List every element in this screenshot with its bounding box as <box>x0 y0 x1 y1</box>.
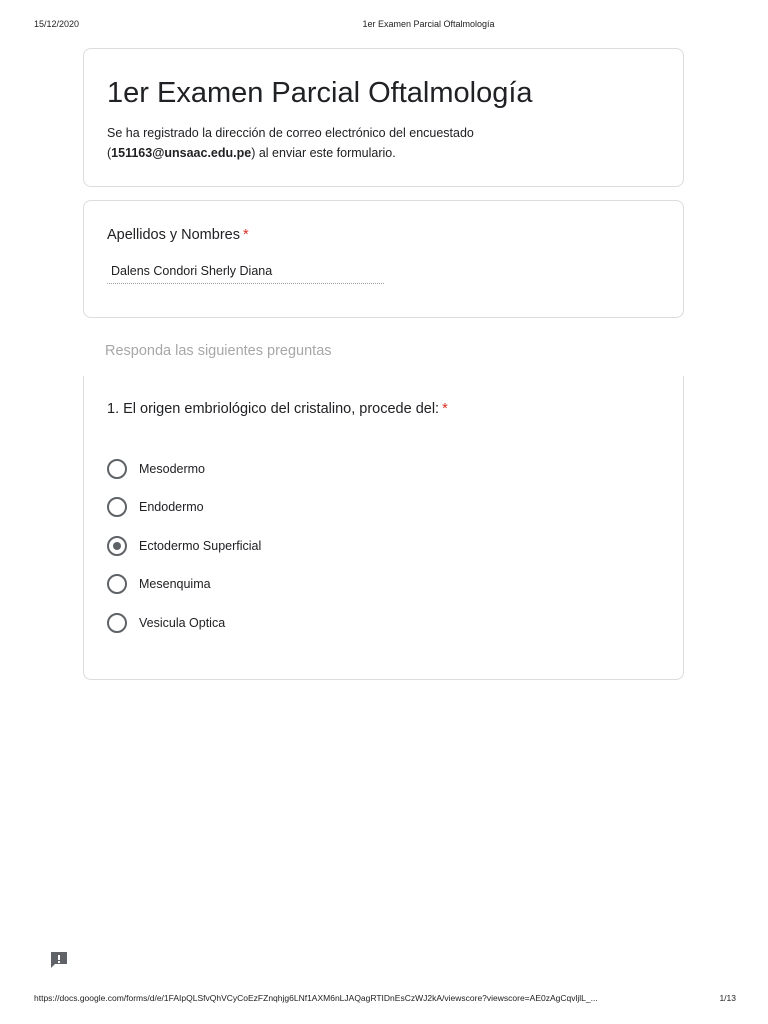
required-marker: * <box>242 227 249 243</box>
radio-button[interactable] <box>107 497 127 517</box>
section-header: Responda las siguientes preguntas <box>105 343 332 359</box>
form-title: 1er Examen Parcial Oftalmología <box>107 77 533 109</box>
option-endodermo[interactable] <box>107 498 261 517</box>
option-label: Endodermo <box>139 500 204 514</box>
radio-button[interactable] <box>107 574 127 594</box>
option-label: Mesodermo <box>139 461 205 476</box>
feedback-icon[interactable] <box>49 950 69 970</box>
radio-button[interactable] <box>107 613 127 633</box>
name-question-label: Apellidos y Nombres <box>107 227 240 243</box>
print-date: 15/12/2020 <box>34 19 80 29</box>
option-mesenquima[interactable] <box>107 575 261 594</box>
radio-button[interactable] <box>107 459 127 479</box>
print-footer <box>0 993 768 1005</box>
email-note-prefix: Se ha registrado la dirección de correo electrónico del encuestado ( <box>107 126 474 160</box>
page-number: 1/13 <box>719 993 736 1003</box>
option-mesodermo[interactable] <box>107 459 261 478</box>
option-label: Vesicula Optica <box>139 615 226 630</box>
print-header <box>0 19 768 31</box>
name-answer-field[interactable]: Dalens Condori Sherly Diana <box>107 263 384 284</box>
option-ectodermo-superficial[interactable] <box>107 536 261 555</box>
name-question-card <box>83 200 684 318</box>
radio-button[interactable] <box>107 536 127 556</box>
print-title: 1er Examen Parcial Oftalmología <box>362 19 495 29</box>
option-label: Ectodermo Superficial <box>139 538 262 553</box>
question-1-card <box>83 376 684 680</box>
name-question-title <box>107 227 249 243</box>
question-1-title <box>107 401 448 417</box>
option-vesicula-optica[interactable] <box>107 613 261 632</box>
option-label: Mesenquima <box>139 577 211 591</box>
question-1-options <box>107 459 261 652</box>
email-note-suffix: ) al enviar este formulario. <box>251 146 396 160</box>
feedback-icon-glyph <box>49 950 69 970</box>
email-note <box>107 123 547 163</box>
respondent-email: 151163@unsaac.edu.pe <box>111 146 252 160</box>
required-marker: * <box>442 401 448 417</box>
form-title-card <box>83 48 684 187</box>
question-1-label: 1. El origen embriológico del cristalino, procede del: <box>107 401 440 417</box>
print-url: https://docs.google.com/forms/d/e/1FAIpQLSfvQhVCyCoEzFZnqhjg6LNf1AXM6nLJAQagRTIDnEsCzWJ2kA/viewscore?viewscore=AE0zAgCqvljlL_... <box>34 993 598 1003</box>
